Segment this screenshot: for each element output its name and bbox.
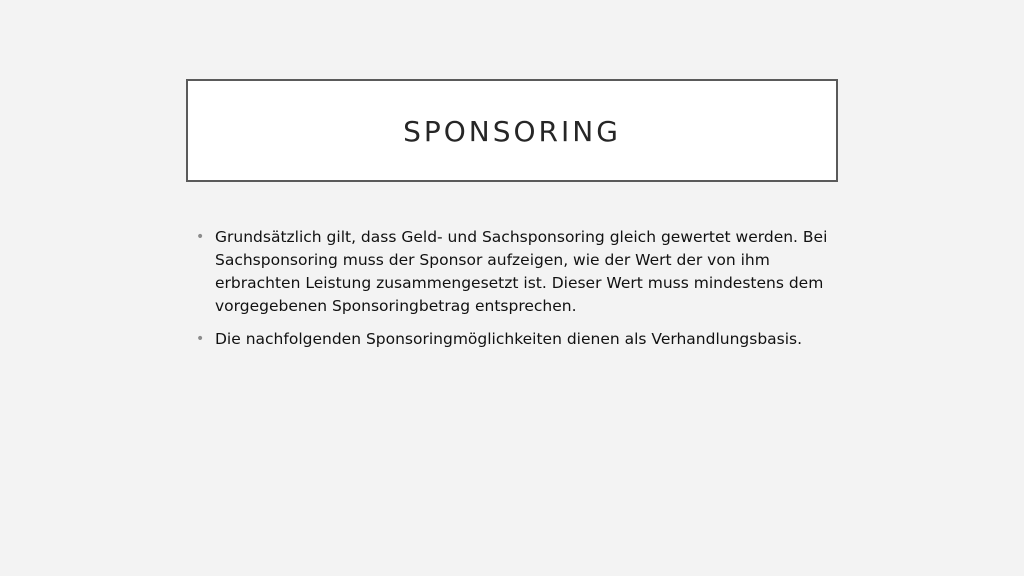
slide-title: SPONSORING [403,115,621,148]
bullet-list [196,226,836,351]
bullet-dot-icon: • [196,331,205,347]
bullet-text: Grundsätzlich gilt, dass Geld- und Sachsponsoring gleich gewertet werden. Bei Sachsponsoring muss der Sponsor aufzeigen, wie der Wert der von ihm erbrachten Leistung zusammengesetzt ist. Dieser Wert muss mindestens dem vorgegebenen Sponsoringbetrag entsprechen. [215,228,828,315]
bullet-item [196,226,836,318]
bullet-dot-icon: • [196,229,205,245]
bullet-text: Die nachfolgenden Sponsoringmöglichkeiten dienen als Verhandlungsbasis. [215,330,803,348]
slide-content [196,226,836,361]
title-box [186,79,838,182]
bullet-item [196,328,836,351]
